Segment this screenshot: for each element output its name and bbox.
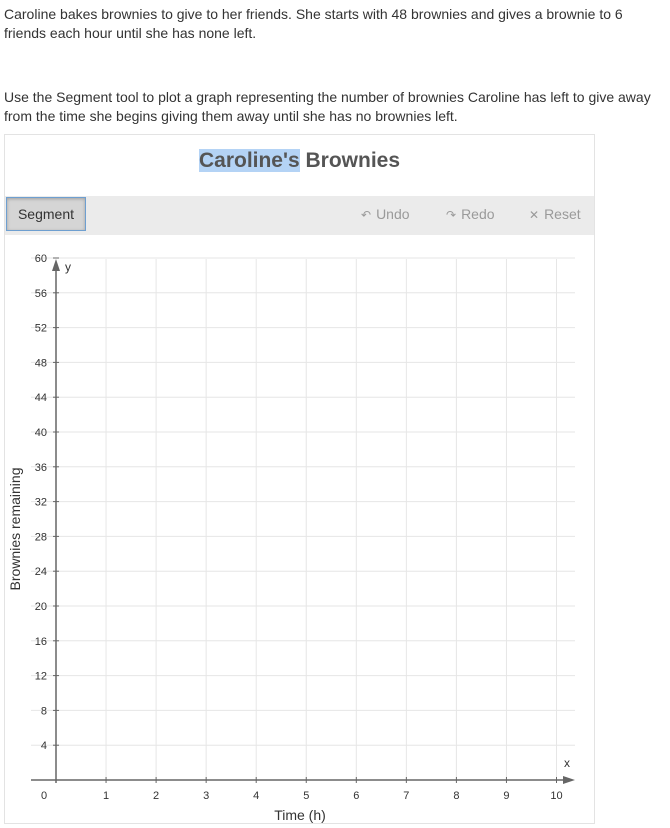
y-tick-label: 52 bbox=[34, 322, 47, 335]
redo-label: Redo bbox=[461, 206, 495, 222]
x-tick-label: 5 bbox=[303, 790, 310, 802]
undo-label: Undo bbox=[376, 206, 410, 222]
instruction-text: Use the Segment tool to plot a graph representing the number of brownies Caroline has left to give away from the time she begins giving them away until she has no brownies left. bbox=[4, 89, 651, 124]
graphing-widget bbox=[4, 134, 595, 824]
x-tick-label: 3 bbox=[203, 790, 210, 802]
segment-tool-button[interactable]: Segment bbox=[6, 197, 86, 231]
origin-label: 0 bbox=[40, 790, 48, 802]
y-tick-label: 12 bbox=[34, 670, 47, 683]
y-tick-label: 44 bbox=[34, 392, 47, 405]
x-tick-label: 8 bbox=[453, 790, 460, 802]
y-tick-label: 48 bbox=[34, 357, 47, 370]
y-tick-label: 20 bbox=[34, 601, 47, 613]
x-icon: ✕ bbox=[529, 208, 540, 222]
undo-arrow-icon: ↶ bbox=[361, 208, 372, 222]
x-tick-label: 7 bbox=[403, 790, 410, 802]
reset-label: Reset bbox=[544, 206, 581, 222]
x-tick-label: 9 bbox=[503, 790, 510, 802]
y-tick-label: 56 bbox=[34, 287, 47, 300]
x-tick-label: 6 bbox=[353, 790, 360, 802]
y-tick-label: 28 bbox=[34, 531, 47, 544]
y-tick-label: 16 bbox=[34, 635, 47, 648]
redo-arrow-icon: ↷ bbox=[446, 208, 457, 222]
y-tick-label: 36 bbox=[34, 461, 47, 474]
y-tick-label: 24 bbox=[34, 566, 47, 579]
x-tick-label: 10 bbox=[550, 790, 563, 802]
graph-title-rest: Brownies bbox=[299, 149, 401, 172]
graph-title-highlight: Caroline's bbox=[198, 149, 300, 172]
x-tick-label: 4 bbox=[253, 790, 260, 802]
y-tick-label: 4 bbox=[40, 740, 47, 753]
y-axis-name: y bbox=[65, 260, 71, 274]
y-axis-arrow-icon bbox=[52, 259, 60, 271]
x-axis-arrow-icon bbox=[563, 776, 575, 784]
y-tick-label: 40 bbox=[34, 427, 47, 439]
y-tick-label: 60 bbox=[34, 253, 47, 265]
graph-area[interactable] bbox=[5, 135, 594, 823]
question-text: Caroline bakes brownies to give to her friends. She starts with 48 brownies and gives a brownie to 6 friends each hour until she has none left. bbox=[4, 6, 623, 41]
x-axis-title: Time (h) bbox=[274, 807, 326, 823]
x-tick-label: 1 bbox=[102, 790, 110, 802]
y-axis-title: Brownies remaining bbox=[7, 467, 23, 591]
y-tick-label: 8 bbox=[40, 705, 47, 718]
x-tick-label: 2 bbox=[153, 790, 160, 802]
y-tick-label: 32 bbox=[34, 496, 47, 509]
x-axis-name: x bbox=[564, 756, 570, 770]
